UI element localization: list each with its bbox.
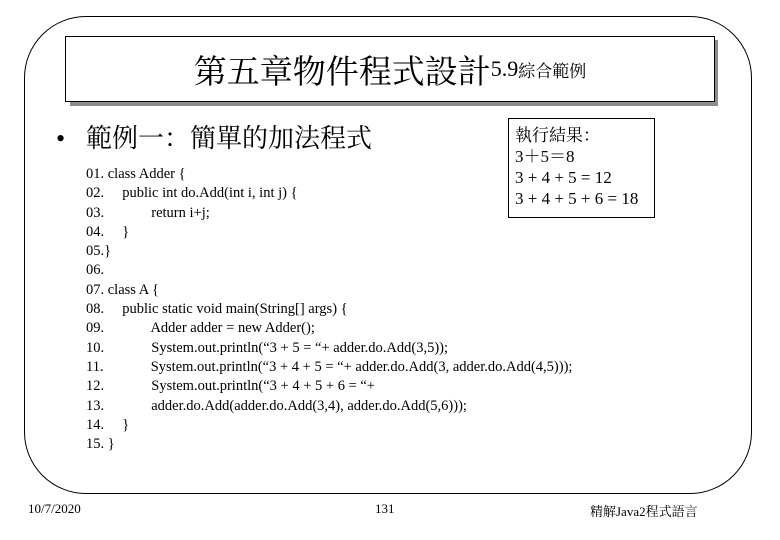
code-listing	[86, 165, 572, 454]
title-section: 5.9	[490, 56, 519, 81]
code-line: 12. System.out.println(“3 + 4 + 5 + 6 = “+	[86, 378, 375, 395]
result-line: 3＋5＝8	[515, 147, 575, 166]
result-line: 3 + 4 + 5 = 12	[515, 168, 612, 187]
result-heading: 執行結果：	[515, 126, 600, 145]
code-line: 03. return i+j;	[86, 204, 210, 221]
title-sub: 綜合範例	[518, 61, 587, 81]
code-line: 09. Adder adder = new Adder();	[86, 320, 315, 337]
code-line: 05.}	[86, 243, 112, 260]
code-line: 13. adder.do.Add(adder.do.Add(3,4), adder.do.Add(5,6)));	[86, 397, 467, 414]
code-line: 04. }	[86, 223, 130, 240]
code-line: 15. }	[86, 436, 115, 453]
footer-book-title: 精解Java2程式語言	[590, 504, 698, 519]
code-line: 07. class A {	[86, 281, 160, 298]
code-line: 01. class Adder {	[86, 166, 186, 182]
slide-title	[65, 36, 715, 102]
result-line: 3 + 4 + 5 + 6 = 18	[515, 189, 639, 208]
code-line: 11. System.out.println(“3 + 4 + 5 = “+ adder.do.Add(3, adder.do.Add(4,5)));	[86, 358, 573, 375]
code-line: 06.	[86, 262, 105, 279]
footer-page-number: 131	[375, 501, 395, 516]
bullet-text: 範例一：簡單的加法程式	[86, 124, 373, 153]
bullet-item	[56, 118, 372, 155]
code-line: 08. public static void main(String[] args) {	[86, 301, 348, 318]
title-main: 第五章物件程式設計	[193, 54, 491, 91]
code-line: 14. }	[86, 416, 130, 433]
code-line: 10. System.out.println(“3 + 5 = “+ adder.do.Add(3,5));	[86, 339, 449, 356]
bullet-dot: •	[56, 124, 66, 153]
footer-date: 10/7/2020	[28, 501, 81, 516]
code-line: 02. public int do.Add(int i, int j) {	[86, 185, 298, 202]
